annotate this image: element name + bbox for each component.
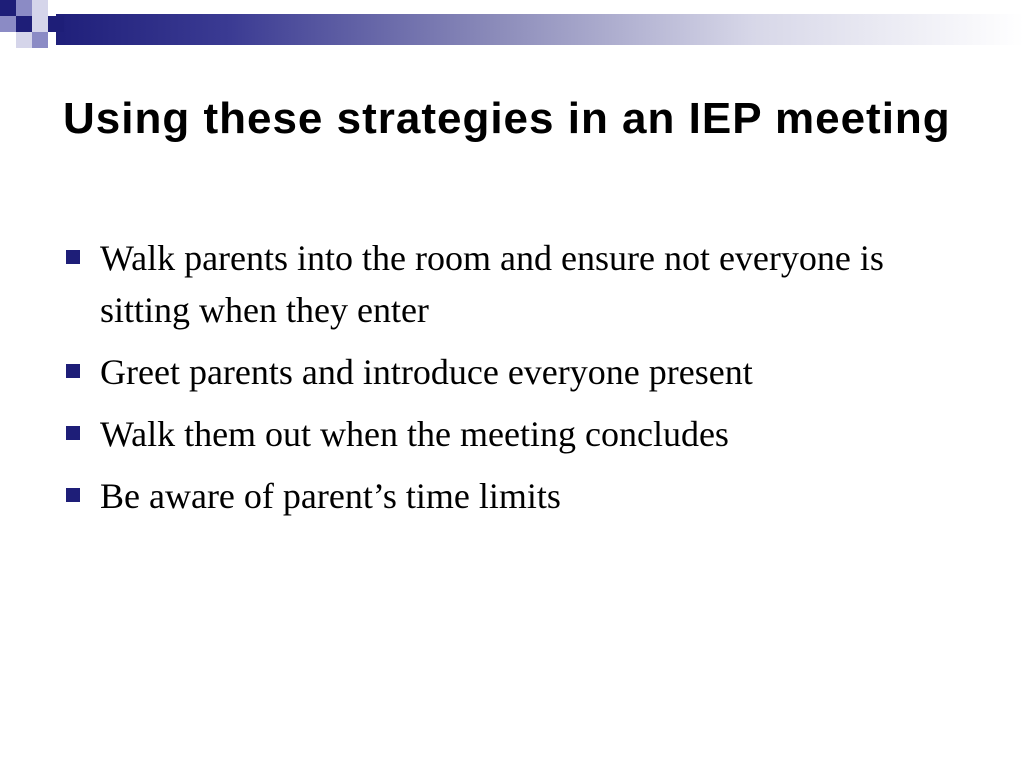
bullet-item xyxy=(64,232,944,336)
decorative-square-icon xyxy=(48,16,64,32)
decorative-square-icon xyxy=(32,16,48,32)
slide-title: Using these strategies in an IEP meeting xyxy=(63,94,951,143)
decorative-square-icon xyxy=(16,32,32,48)
decorative-square-icon xyxy=(0,0,16,16)
decorative-square-icon xyxy=(16,0,32,16)
square-bullet-icon xyxy=(66,250,80,264)
decorative-square-icon xyxy=(32,32,48,48)
slide-header-decoration xyxy=(0,0,1024,64)
square-bullet-icon xyxy=(66,364,80,378)
bullet-item xyxy=(64,408,944,460)
bullet-text: Walk parents into the room and ensure not everyone is sitting when they enter xyxy=(100,238,884,330)
bullet-item xyxy=(64,470,944,522)
bullet-text: Greet parents and introduce everyone present xyxy=(100,352,753,392)
decorative-square-icon xyxy=(16,16,32,32)
decorative-square-icon xyxy=(32,0,48,16)
bullet-list xyxy=(64,232,944,532)
bullet-item xyxy=(64,346,944,398)
square-bullet-icon xyxy=(66,488,80,502)
square-bullet-icon xyxy=(66,426,80,440)
decorative-square-icon xyxy=(0,16,16,32)
bullet-text: Walk them out when the meeting concludes xyxy=(100,414,729,454)
header-gradient-bar xyxy=(56,14,1024,45)
bullet-text: Be aware of parent’s time limits xyxy=(100,476,561,516)
